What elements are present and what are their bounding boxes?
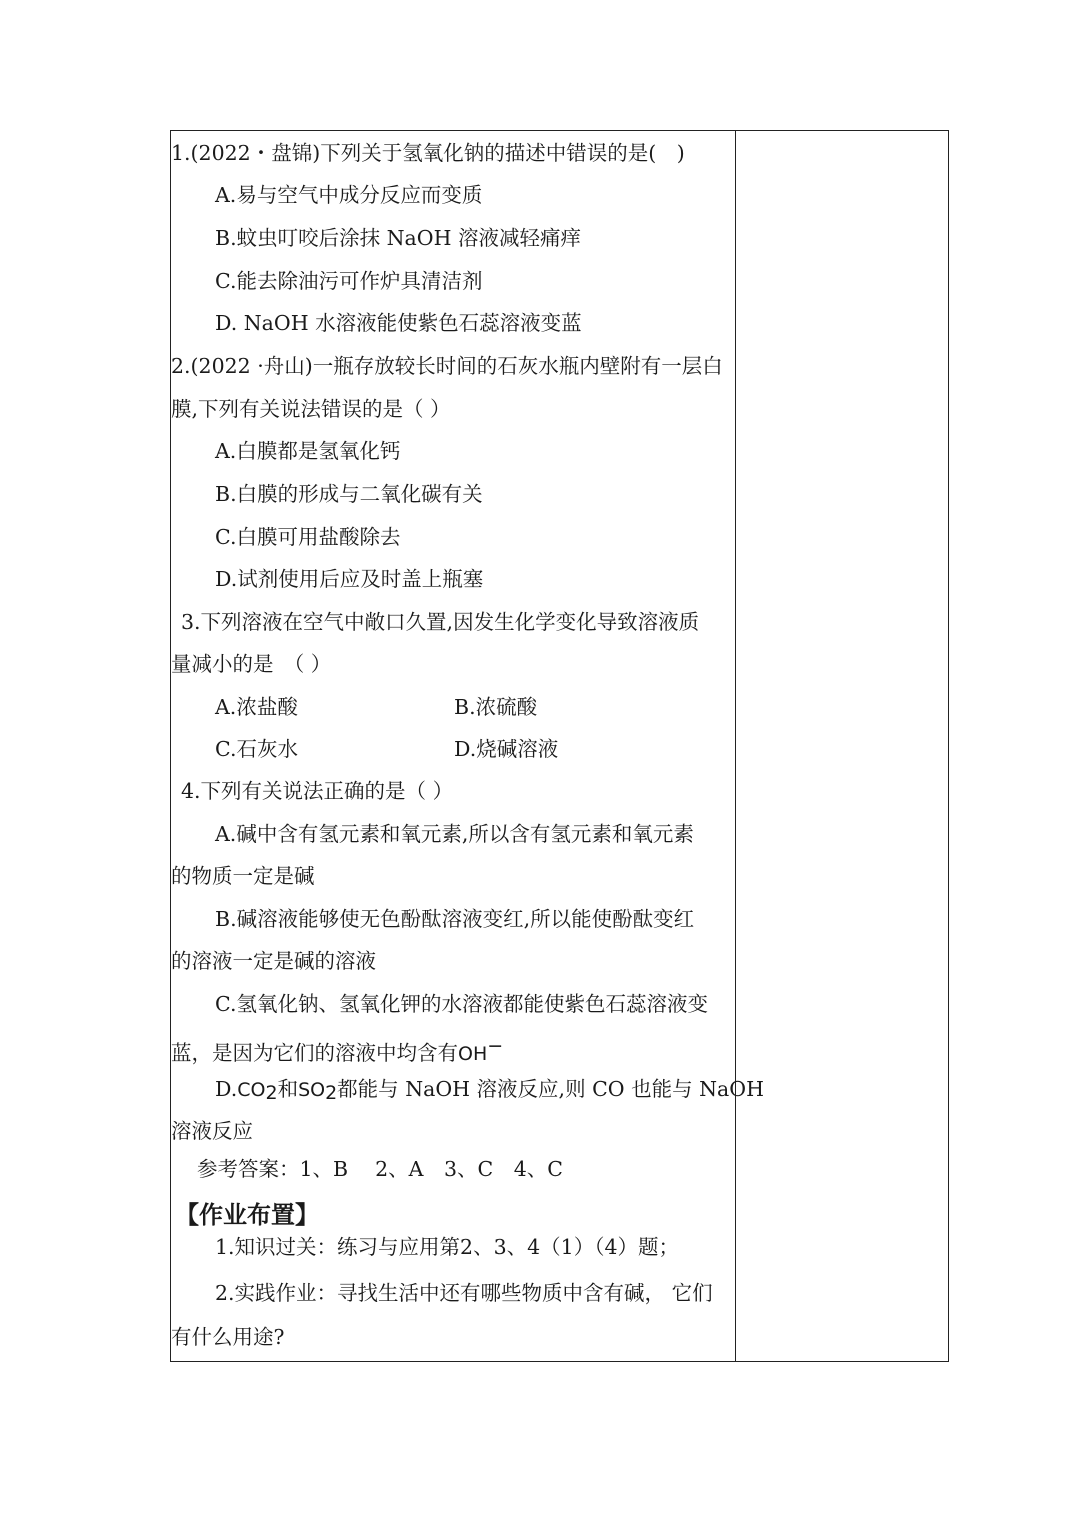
co2-subscript: 2 [265, 1082, 278, 1104]
q1-option-c: C.能去除油污可作炉具清洁剂 [215, 269, 483, 293]
ion-charge: − [487, 1035, 504, 1057]
q2-option-a: A.白膜都是氢氧化钙 [215, 439, 401, 463]
q3-option-a: A.浓盐酸 [215, 695, 298, 719]
q3-option-d: D.烧碱溶液 [454, 737, 559, 761]
q3-option-c: C.石灰水 [215, 737, 298, 761]
so2-subscript: 2 [325, 1082, 338, 1104]
q4-option-a-line1: A.碱中含有氢元素和氧元素,所以含有氢元素和氧元素 [215, 822, 694, 846]
notes-cell [737, 131, 948, 1361]
q4-option-c-line1: C.氢氧化钠、氢氧化钾的水溶液都能使紫色石蕊溶液变 [215, 992, 708, 1016]
q4-option-d-rest: 都能与 NaOH 溶液反应,则 CO 也能与 NaOH [337, 1077, 764, 1101]
q4-option-d-prefix: D. [215, 1077, 238, 1101]
lesson-table [170, 130, 949, 1362]
q3-stem-line2: 量减小的是 （ ） [171, 652, 332, 676]
q4-option-a-line2: 的物质一定是碱 [171, 864, 315, 888]
homework-heading: 【作业布置】 [175, 1201, 319, 1229]
q4-option-b-line1: B.碱溶液能够使无色酚酞溶液变红,所以能使酚酞变红 [215, 907, 695, 931]
q2-option-b: B.白膜的形成与二氧化碳有关 [215, 482, 483, 506]
q3-option-b: B.浓硫酸 [454, 695, 538, 719]
q4-and: 和 [277, 1077, 299, 1101]
q2-option-d: D.试剂使用后应及时盖上瓶塞 [215, 567, 484, 591]
homework-item-2-line2: 有什么用途? [171, 1325, 285, 1349]
homework-item-2-line1: 2.实践作业：寻找生活中还有哪些物质中含有碱， 它们 [215, 1281, 713, 1305]
q2-stem-line1: 2.(2022 ·舟山)一瓶存放较长时间的石灰水瓶内壁附有一层白 [171, 354, 723, 378]
q4-option-d-line1 [215, 1077, 764, 1105]
q4-option-d-line2: 溶液反应 [171, 1119, 253, 1143]
so2-formula: SO [298, 1079, 326, 1101]
hydroxide-ion: OH [458, 1043, 488, 1065]
q1-stem: 1.(2022・盘锦)下列关于氢氧化钠的描述中错误的是( ) [171, 141, 685, 165]
q4-option-b-line2: 的溶液一定是碱的溶液 [171, 949, 376, 973]
q1-option-a: A.易与空气中成分反应而变质 [215, 183, 483, 207]
column-divider [735, 131, 736, 1361]
q3-stem-line1: 3.下列溶液在空气中敞口久置,因发生化学变化导致溶液质 [181, 610, 700, 634]
q2-option-c: C.白膜可用盐酸除去 [215, 525, 401, 549]
answer-key: 参考答案：1、B 2、A 3、C 4、C [197, 1157, 563, 1181]
homework-item-1: 1.知识过关：练习与应用第2、3、4（1）（4）题； [215, 1235, 680, 1259]
q1-option-b: B.蚊虫叮咬后涂抹 NaOH 溶液减轻痛痒 [215, 226, 581, 250]
q1-option-d: D. NaOH 水溶液能使紫色石蕊溶液变蓝 [215, 311, 582, 335]
q4-option-c-text: 蓝，是因为它们的溶液中均含有 [171, 1041, 458, 1065]
q4-option-c-line2 [171, 1034, 503, 1066]
q2-stem-line2: 膜,下列有关说法错误的是（ ） [171, 397, 451, 421]
co2-formula: CO [237, 1079, 266, 1101]
q4-stem: 4.下列有关说法正确的是（ ） [181, 779, 454, 803]
